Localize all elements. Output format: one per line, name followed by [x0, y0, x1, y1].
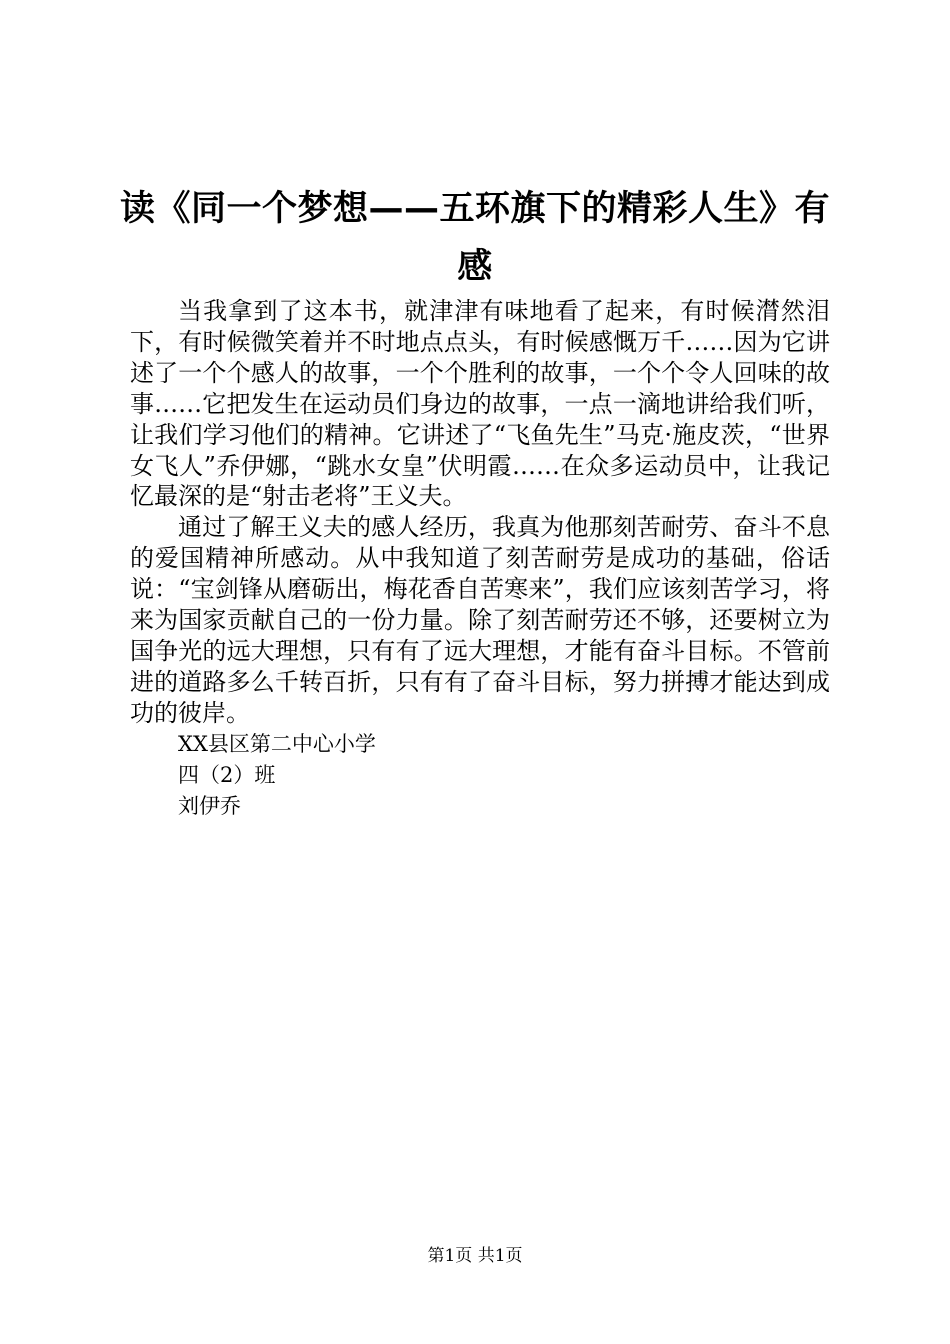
page-number-footer: 第1页 共1页	[427, 1246, 523, 1266]
document-body	[130, 296, 830, 821]
paragraph-2: 通过了解王义夫的感人经历，我真为他那刻苦耐劳、奋斗不息的爱国精神所感动。从中我知道了刻苦耐劳是成功的基础，俗话说：“宝剑锋从磨砺出，梅花香自苦寒来”，我们应该刻苦学习，将来为国家贡献自己的一份力量。除了刻苦耐劳还不够，还要树立为国争光的远大理想，只有有了远大理想，才能有奋斗目标。不管前进的道路多么千转百折，只有有了奋斗目标，努力拼搏才能达到成功的彼岸。	[130, 513, 830, 727]
paragraph-1: 当我拿到了这本书，就津津有味地看了起来，有时候潸然泪下，有时候微笑着并不时地点点头，有时候感慨万千……因为它讲述了一个个感人的故事，一个个胜利的故事，一个个令人回味的故事……它把发生在运动员们身边的故事，一点一滴地讲给我们听，让我们学习他们的精神。它讲述了“飞鱼先生”马克·施皮茨，“世界女飞人”乔伊娜，“跳水女皇”伏明霞……在众多运动员中，让我记忆最深的是“射击老将”王义夫。	[130, 297, 830, 511]
document-title: 读《同一个梦想——五环旗下的精彩人生》有感	[119, 189, 830, 287]
author-name: 刘伊乔	[178, 793, 241, 818]
school-name: XX县区第二中心小学	[178, 731, 376, 756]
class-name: 四（2）班	[178, 762, 276, 787]
